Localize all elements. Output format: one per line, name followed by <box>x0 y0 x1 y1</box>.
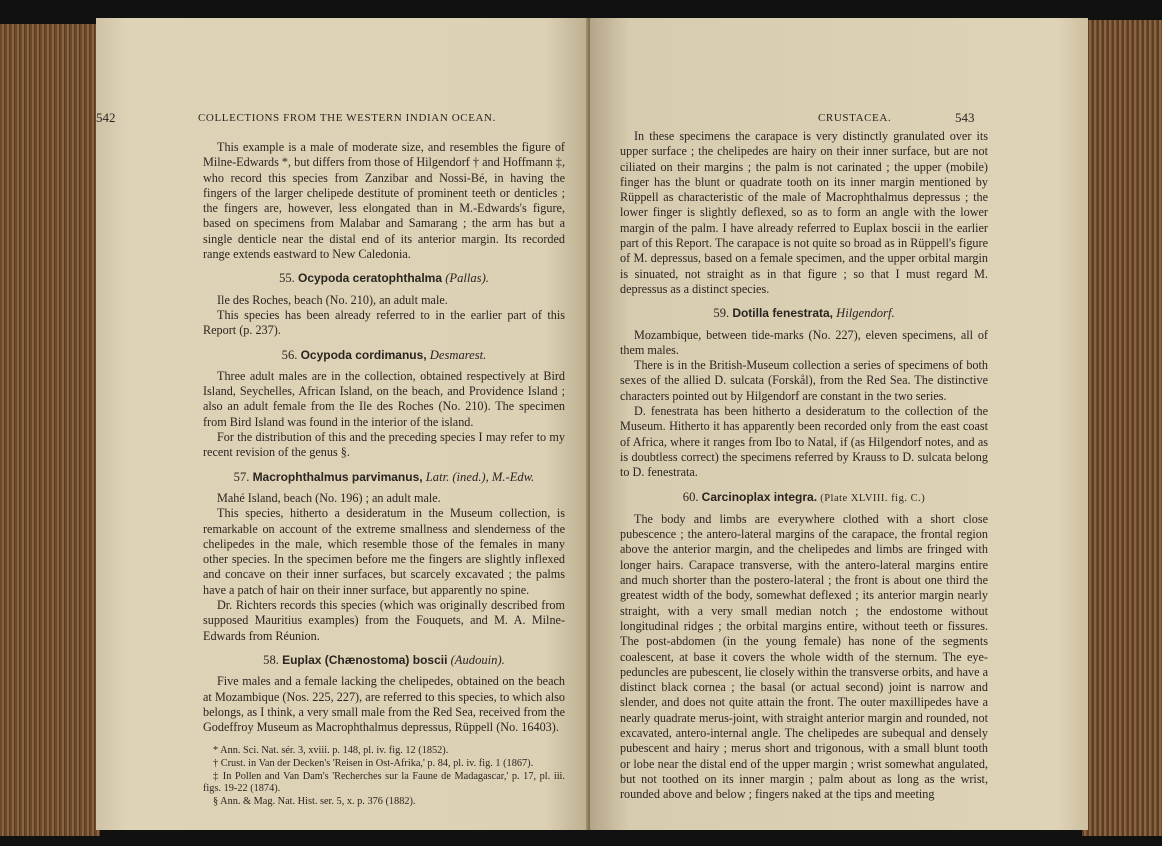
left-text-column <box>203 140 565 808</box>
paragraph: Mahé Island, beach (No. 196) ; an adult male. <box>217 490 441 505</box>
right-page-edges <box>1082 20 1162 836</box>
paragraph: This species, hitherto a desideratum in the Museum collection, is remarkable on account of the extreme smallness and slenderness of the chelipedes in the male, which resemble those of the females in many other species. In the specimen before me the fingers are slightly inflexed and concave on their inner surfaces, but scarcely excavated ; the palms have a patch of hair on their inner surface, but apparently no spine. <box>203 506 565 597</box>
paragraph: Three adult males are in the collection, obtained respectively at Bird Island, Seychelles, African Island, on the beach, and Providence Island ; also an adult female from the Ile des Roches (No. 210). The specimen from Bird Island was found in the interior of the island. <box>203 368 565 429</box>
paragraph: For the distribution of this and the preceding species I may refer to my recent revision of the genus §. <box>203 430 565 460</box>
species-heading-56: 56. Ocypoda cordimanus, Desmarest. <box>281 347 487 362</box>
right-header-title: CRUSTACEA. <box>818 112 892 124</box>
left-page-edges <box>0 24 100 836</box>
paragraph: Dr. Richters records this species (which was originally described from supposed Mauritius examples) from the Fouquets, and M. A. Milne-Edwards from Réunion. <box>203 598 565 643</box>
left-page <box>96 18 594 830</box>
paragraph: Five males and a female lacking the chelipedes, obtained on the beach at Mozambique (Nos. 225, 227), are referred to this species, to which also belongs, as I think, a very small male from the Red Sea, received from the Godeffroy Museum as Macrophthalmus depressus, Rüppell (No. 16403). <box>203 674 565 735</box>
paragraph: The body and limbs are everywhere clothed with a short close pubescence ; the antero-lateral margins of the carapace, the frontal region above the anterior margin, and the chelipedes and limbs are fringed with longer hairs. Carapace transverse, with the antero-lateral margins entire and much shorter than the postero-lateral ; the front is about one third the greatest width of the body, somewhat deflexed ; its anterior margin nearly straight, with a very small median notch ; the endostome without longitudinal ridges ; the orbital margins entire, without teeth or fissures. The post-abdomen (in the young female) has none of the segments coalescent, at base it covers the whole width of the sternum. The eye-peduncles are pubescent, lie closely within the transverse orbits, and have a distinct black cornea ; the basal (or actual second) joint is narrow and slender, and does not quite attain the front. The outer maxillipedes have a nearly quadrate merus-joint, with straight anterior margin and rounded, not excavated, antero-internal angle. The chelipedes are subequal and densely pubescent and hairy ; merus short and trigonous, with a small blunt tooth or lobe near the distal end of the upper margin ; wrist somewhat angulated, but not toothed on its inner margin ; palm about as long as the wrist, rounded above and below ; fingers naked at the tips and meeting <box>620 511 988 802</box>
paragraph: D. fenestrata has been hitherto a desideratum to the collection of the Museum. Hitherto it has apparently been recorded only from the east coast of Africa, where it ranges from Ibo to Natal, if (as Hilgendorf notes, and as is doubtless correct) the specimens referred by Krauss to D. sulcata belong to D. fenestrata. <box>620 404 988 480</box>
right-intro-paragraph: In these specimens the carapace is very distinctly granulated over its upper surface ; the chelipedes are hairy on their inner surface, but are not ciliated on their margins ; the palm is not carinated ; the upper (mobile) finger has the blunt or quadrate tooth on its inner margin mentioned by Rüppell as characteristic of the male of Macrophthalmus depressus ; the lower finger is slightly deflexed, so as to form an angle with the lower margin of the palm. I have already referred to Euplax boscii in the earlier part of this Report. The carapace is not quite so broad as in Rüppell's figure of M. depressus, based on a female specimen, and the upper orbital margin is sinuated, not straight as in that figure ; so that I must regard M. depressus as a distinct species. <box>620 129 988 296</box>
paragraph: There is in the British-Museum collection a series of specimens of both sexes of the allied D. sulcata (Forskål), from the Red Sea. The distinctive characters pointed out by Hilgendorf are constant in the two series. <box>620 358 988 403</box>
footnote: † Crust. in Van der Decken's 'Reisen in Ost-Afrika,' p. 84, pl. iv. fig. 1 (1867). <box>213 757 534 769</box>
species-heading-58: 58. Euplax (Chænostoma) boscii (Audouin). <box>263 652 505 667</box>
species-heading-57: 57. Macrophthalmus parvimanus, Latr. (ined.), M.-Edw. <box>233 469 535 484</box>
open-book <box>0 14 1162 842</box>
left-intro-paragraph: This example is a male of moderate size, and resembles the figure of Milne-Edwards *, but differs from those of Hilgendorf † and Hoffmann ‡, who record this species from Zanzibar and Nossi-Bé, in having the fingers of the larger chelipede destitute of prominent teeth or denticles ; the fingers are, however, less elongated than in M.-Edwards's figure, based on specimens from Malabar and Samarang ; the arm has but a single denticle near the distal end of its anterior margin. Its recorded range extends eastward to New Caledonia. <box>203 140 565 262</box>
footnote: ‡ In Pollen and Van Dam's 'Recherches sur la Faune de Madagascar,' p. 17, pl. iii. figs. 19-22 (1874). <box>203 770 565 795</box>
species-heading-55: 55. Ocypoda ceratophthalma (Pallas). <box>279 271 489 286</box>
footnote: § Ann. & Mag. Nat. Hist. ser. 5, x. p. 376 (1882). <box>213 795 416 807</box>
paragraph: This species has been already referred to in the earlier part of this Report (p. 237). <box>203 307 565 338</box>
species-heading-60: 60. Carcinoplax integra. (Plate XLVIII. fig. C.) <box>682 489 926 504</box>
right-text-column <box>620 129 988 802</box>
footnote: * Ann. Sci. Nat. sér. 3, xviii. p. 148, pl. iv. fig. 12 (1852). <box>213 745 449 757</box>
right-page <box>590 18 1088 830</box>
right-page-number: 543 <box>955 110 975 125</box>
left-page-number: 542 <box>96 110 116 125</box>
paragraph: Mozambique, between tide-marks (No. 227), eleven specimens, all of them males. <box>620 327 988 357</box>
species-heading-59: 59. Dotilla fenestrata, Hilgendorf. <box>713 306 895 321</box>
footnotes <box>203 745 565 808</box>
paragraph: Ile des Roches, beach (No. 210), an adult male. <box>217 292 448 307</box>
left-header-title: COLLECTIONS FROM THE WESTERN INDIAN OCEAN. <box>198 112 496 124</box>
